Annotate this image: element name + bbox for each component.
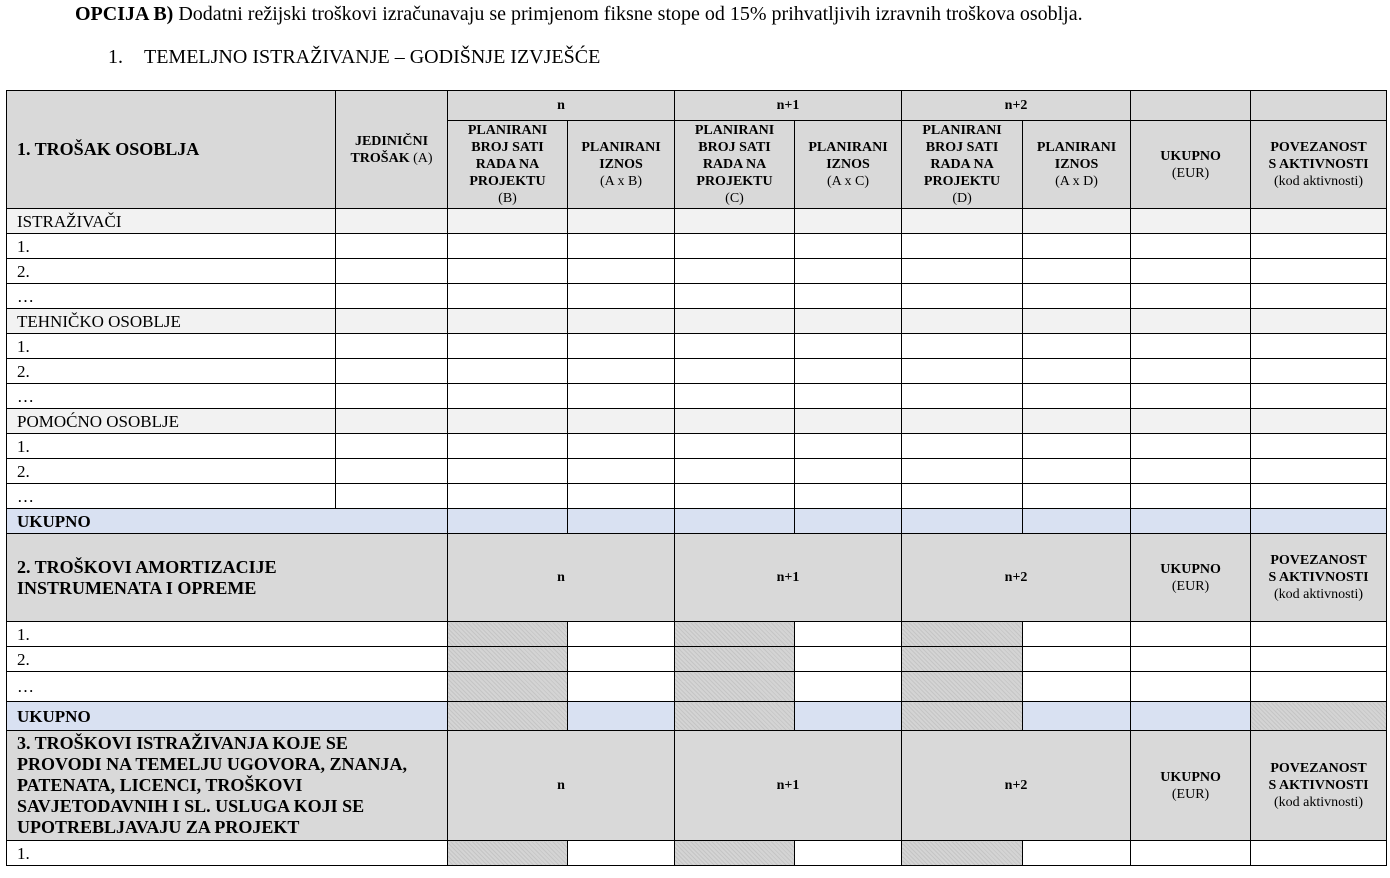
input-cell[interactable]: [1023, 409, 1131, 434]
total-l1: UKUPNO: [1160, 148, 1221, 164]
year-header-n: n: [448, 534, 675, 622]
input-cell[interactable]: [795, 841, 902, 866]
input-cell[interactable]: [448, 284, 568, 309]
input-cell[interactable]: [795, 622, 902, 647]
input-cell[interactable]: [568, 309, 675, 334]
section1-title: 1. TROŠAK OSOBLJA: [7, 91, 336, 209]
input-cell[interactable]: [1251, 434, 1387, 459]
hours-l3: RADA NA: [475, 157, 540, 172]
input-cell[interactable]: [568, 209, 675, 234]
link-l3: (kod aktivnosti): [1274, 795, 1364, 810]
input-cell[interactable]: [795, 284, 902, 309]
input-cell[interactable]: [568, 484, 675, 509]
row-label: 2.: [7, 647, 448, 672]
table-row: [7, 672, 1387, 702]
section1-header-row: [7, 91, 1387, 121]
year-header-n1: n+1: [675, 731, 902, 841]
row-label: …: [7, 284, 336, 309]
input-cell[interactable]: [902, 409, 1023, 434]
amount-code: (A x C): [827, 174, 870, 189]
table-row: [7, 284, 1387, 309]
input-cell[interactable]: [1251, 234, 1387, 259]
input-cell[interactable]: [568, 841, 675, 866]
input-cell[interactable]: [568, 509, 675, 534]
input-cell[interactable]: [1131, 434, 1251, 459]
link-l2: S AKTIVNOSTI: [1268, 778, 1369, 793]
total-l1: UKUPNO: [1160, 769, 1221, 785]
disabled-cell: [675, 841, 795, 866]
input-cell[interactable]: [336, 409, 448, 434]
row-label: 1.: [7, 841, 448, 866]
input-cell[interactable]: [675, 234, 795, 259]
hours-code: (D): [952, 191, 972, 206]
section2-title-l2: INSTRUMENATA I OPREME: [17, 577, 257, 598]
total-eur-header: [1131, 534, 1251, 622]
disabled-cell: [448, 647, 568, 672]
header-empty: [1131, 91, 1251, 121]
amount-code: (A x D): [1055, 174, 1098, 189]
link-l1: POVEZANOST: [1270, 761, 1367, 776]
section2-title: [7, 534, 448, 622]
hours-code: (C): [725, 191, 744, 206]
input-cell[interactable]: [1131, 702, 1251, 731]
input-cell[interactable]: [902, 259, 1023, 284]
input-cell[interactable]: [795, 509, 902, 534]
input-cell[interactable]: [336, 434, 448, 459]
disabled-cell: [448, 702, 568, 731]
section3-title-l2: PROVODI NA TEMELJU UGOVORA, ZNANJA,: [17, 754, 407, 774]
input-cell[interactable]: [1131, 259, 1251, 284]
table-row: [7, 622, 1387, 647]
group-row: [7, 409, 1387, 434]
input-cell[interactable]: [902, 284, 1023, 309]
input-cell[interactable]: [1131, 409, 1251, 434]
disabled-cell: [1251, 702, 1387, 731]
unit-cost-header: [336, 91, 448, 209]
input-cell[interactable]: [1251, 409, 1387, 434]
disabled-cell: [675, 622, 795, 647]
hours-l2: BROJ SATI: [925, 140, 999, 155]
input-cell[interactable]: [1251, 284, 1387, 309]
row-label: 1.: [7, 334, 336, 359]
input-cell[interactable]: [448, 509, 568, 534]
header-empty: [1251, 91, 1387, 121]
input-cell[interactable]: [448, 309, 568, 334]
input-cell[interactable]: [448, 409, 568, 434]
input-cell[interactable]: [795, 702, 902, 731]
intro-text: [75, 3, 1083, 26]
table-row: [7, 359, 1387, 384]
input-cell[interactable]: [336, 209, 448, 234]
activity-link-header: [1251, 731, 1387, 841]
input-cell[interactable]: [1251, 334, 1387, 359]
section3-title: [7, 731, 448, 841]
table-row: [7, 647, 1387, 672]
input-cell[interactable]: [1023, 622, 1131, 647]
input-cell[interactable]: [795, 434, 902, 459]
planned-amount-header: [568, 121, 675, 209]
input-cell[interactable]: [448, 334, 568, 359]
hours-l1: PLANIRANI: [922, 123, 1002, 138]
input-cell[interactable]: [795, 234, 902, 259]
section2-title-l1: 2. TROŠKOVI AMORTIZACIJE: [17, 556, 277, 577]
total-eur-header: [1131, 121, 1251, 209]
input-cell[interactable]: [902, 309, 1023, 334]
input-cell[interactable]: [675, 259, 795, 284]
disabled-cell: [675, 702, 795, 731]
input-cell[interactable]: [902, 334, 1023, 359]
input-cell[interactable]: [1251, 841, 1387, 866]
amount-l1: PLANIRANI: [581, 140, 661, 155]
input-cell[interactable]: [1023, 334, 1131, 359]
table-row: [7, 434, 1387, 459]
disabled-cell: [902, 672, 1023, 702]
input-cell[interactable]: [1131, 484, 1251, 509]
input-cell[interactable]: [902, 434, 1023, 459]
input-cell[interactable]: [1251, 484, 1387, 509]
link-l1: POVEZANOST: [1270, 553, 1367, 568]
amount-l1: PLANIRANI: [1036, 140, 1117, 155]
input-cell[interactable]: [902, 509, 1023, 534]
input-cell[interactable]: [336, 359, 448, 384]
input-cell[interactable]: [336, 459, 448, 484]
input-cell[interactable]: [1023, 259, 1131, 284]
subtitle-number: 1.: [108, 46, 123, 68]
input-cell[interactable]: [568, 284, 675, 309]
link-l2: S AKTIVNOSTI: [1268, 570, 1369, 585]
link-l2: S AKTIVNOSTI: [1268, 157, 1369, 172]
input-cell[interactable]: [795, 309, 902, 334]
input-cell[interactable]: [336, 334, 448, 359]
hours-l4: PROJEKTU: [469, 174, 546, 189]
amount-l2: IZNOS: [826, 157, 870, 172]
section1-total-row: [7, 509, 1387, 534]
group-row: [7, 309, 1387, 334]
disabled-cell: [448, 622, 568, 647]
input-cell[interactable]: [568, 259, 675, 284]
input-cell[interactable]: [902, 484, 1023, 509]
section3-title-l4: SAVJETODAVNIH I SL. USLUGA KOJI SE: [17, 796, 365, 816]
input-cell[interactable]: [795, 384, 902, 409]
table-row: [7, 259, 1387, 284]
hours-l1: PLANIRANI: [467, 123, 548, 138]
hours-l2: BROJ SATI: [471, 140, 544, 155]
activity-link-header: [1251, 121, 1387, 209]
input-cell[interactable]: [1251, 509, 1387, 534]
input-cell[interactable]: [448, 234, 568, 259]
input-cell[interactable]: [568, 384, 675, 409]
disabled-cell: [675, 647, 795, 672]
row-label: 2.: [7, 459, 336, 484]
input-cell[interactable]: [1131, 284, 1251, 309]
input-cell[interactable]: [1023, 459, 1131, 484]
input-cell[interactable]: [1251, 309, 1387, 334]
budget-table: [6, 90, 1387, 866]
input-cell[interactable]: [568, 334, 675, 359]
input-cell[interactable]: [1131, 459, 1251, 484]
input-cell[interactable]: [1023, 434, 1131, 459]
group-row: [7, 209, 1387, 234]
input-cell[interactable]: [1023, 359, 1131, 384]
row-label: 2.: [7, 359, 336, 384]
total-label: UKUPNO: [7, 509, 448, 534]
section3-title-l5: UPOTREBLJAVAJU ZA PROJEKT: [17, 817, 300, 837]
input-cell[interactable]: [568, 622, 675, 647]
input-cell[interactable]: [1131, 384, 1251, 409]
year-header-n2: n+2: [902, 731, 1131, 841]
input-cell[interactable]: [1023, 702, 1131, 731]
input-cell[interactable]: [568, 434, 675, 459]
input-cell[interactable]: [1251, 672, 1387, 702]
disabled-cell: [448, 841, 568, 866]
input-cell[interactable]: [1131, 672, 1251, 702]
input-cell[interactable]: [1023, 384, 1131, 409]
year-header-n1: n+1: [675, 91, 902, 121]
input-cell[interactable]: [336, 284, 448, 309]
input-cell[interactable]: [902, 459, 1023, 484]
input-cell[interactable]: [1131, 841, 1251, 866]
disabled-cell: [902, 647, 1023, 672]
input-cell[interactable]: [675, 384, 795, 409]
input-cell[interactable]: [902, 234, 1023, 259]
amount-code: (A x B): [600, 174, 642, 189]
table-row: [7, 384, 1387, 409]
input-cell[interactable]: [1023, 234, 1131, 259]
hours-l1: PLANIRANI: [694, 123, 775, 138]
table-row: [7, 484, 1387, 509]
input-cell[interactable]: [336, 484, 448, 509]
year-header-n: n: [448, 91, 675, 121]
link-l1: POVEZANOST: [1270, 140, 1367, 155]
year-header-n1: n+1: [675, 534, 902, 622]
input-cell[interactable]: [1251, 209, 1387, 234]
input-cell[interactable]: [1023, 509, 1131, 534]
hours-code: (B): [498, 191, 517, 206]
planned-hours-header: [902, 121, 1023, 209]
input-cell[interactable]: [675, 459, 795, 484]
row-label: 1.: [7, 434, 336, 459]
section3-header-row: [7, 731, 1387, 841]
input-cell[interactable]: [1023, 309, 1131, 334]
input-cell[interactable]: [795, 409, 902, 434]
row-label: …: [7, 672, 448, 702]
input-cell[interactable]: [1251, 259, 1387, 284]
row-label: 1.: [7, 622, 448, 647]
input-cell[interactable]: [1023, 209, 1131, 234]
year-header-n: n: [448, 731, 675, 841]
input-cell[interactable]: [795, 459, 902, 484]
input-cell[interactable]: [1023, 672, 1131, 702]
input-cell[interactable]: [675, 334, 795, 359]
group-label: POMOĆNO OSOBLJE: [7, 409, 336, 434]
input-cell[interactable]: [675, 359, 795, 384]
unit-cost-code: (A): [413, 150, 433, 166]
input-cell[interactable]: [1131, 234, 1251, 259]
input-cell[interactable]: [448, 384, 568, 409]
section2-header-row: [7, 534, 1387, 622]
disabled-cell: [448, 672, 568, 702]
disabled-cell: [675, 672, 795, 702]
section-subtitle: [108, 46, 600, 69]
input-cell[interactable]: [795, 672, 902, 702]
input-cell[interactable]: [568, 359, 675, 384]
planned-amount-header: [795, 121, 902, 209]
input-cell[interactable]: [336, 384, 448, 409]
total-l2: (EUR): [1171, 786, 1210, 802]
input-cell[interactable]: [795, 334, 902, 359]
input-cell[interactable]: [1251, 459, 1387, 484]
input-cell[interactable]: [675, 484, 795, 509]
input-cell[interactable]: [448, 209, 568, 234]
hours-l4: PROJEKTU: [923, 174, 1001, 189]
input-cell[interactable]: [795, 484, 902, 509]
row-label: 1.: [7, 234, 336, 259]
input-cell[interactable]: [448, 359, 568, 384]
unit-cost-l2: TROŠAK: [350, 150, 410, 166]
group-label: TEHNIČKO OSOBLJE: [7, 309, 336, 334]
planned-hours-header: [448, 121, 568, 209]
planned-hours-header: [675, 121, 795, 209]
input-cell[interactable]: [1251, 359, 1387, 384]
input-cell[interactable]: [1023, 484, 1131, 509]
input-cell[interactable]: [675, 434, 795, 459]
hours-l4: PROJEKTU: [696, 174, 773, 189]
table-row: [7, 841, 1387, 866]
input-cell[interactable]: [675, 284, 795, 309]
input-cell[interactable]: [448, 459, 568, 484]
input-cell[interactable]: [795, 647, 902, 672]
input-cell[interactable]: [448, 434, 568, 459]
input-cell[interactable]: [1131, 209, 1251, 234]
input-cell[interactable]: [795, 209, 902, 234]
input-cell[interactable]: [336, 309, 448, 334]
section3-title-l3: PATENATA, LICENCI, TROŠKOVI: [17, 775, 303, 795]
input-cell[interactable]: [568, 234, 675, 259]
input-cell[interactable]: [568, 672, 675, 702]
planned-amount-header: [1023, 121, 1131, 209]
input-cell[interactable]: [448, 484, 568, 509]
activity-link-header: [1251, 534, 1387, 622]
section3-title-l1: 3. TROŠKOVI ISTRAŽIVANJA KOJE SE: [17, 733, 348, 753]
table-row: [7, 334, 1387, 359]
intro-sentence: Dodatni režijski troškovi izračunavaju se primjenom fiksne stope od 15% prihvatljivih izravnih troškova osoblja.: [173, 3, 1083, 25]
link-l3: (kod aktivnosti): [1274, 174, 1364, 189]
input-cell[interactable]: [1023, 841, 1131, 866]
input-cell[interactable]: [1131, 334, 1251, 359]
table-row: [7, 459, 1387, 484]
input-cell[interactable]: [902, 384, 1023, 409]
input-cell[interactable]: [1131, 309, 1251, 334]
input-cell[interactable]: [1131, 509, 1251, 534]
input-cell[interactable]: [568, 459, 675, 484]
hours-l3: RADA NA: [702, 157, 767, 172]
unit-cost-l1: JEDINIČNI: [354, 133, 429, 149]
input-cell[interactable]: [675, 309, 795, 334]
input-cell[interactable]: [568, 409, 675, 434]
input-cell[interactable]: [795, 359, 902, 384]
input-cell[interactable]: [675, 509, 795, 534]
input-cell[interactable]: [675, 409, 795, 434]
year-header-n2: n+2: [902, 91, 1131, 121]
input-cell[interactable]: [1131, 647, 1251, 672]
total-l2: (EUR): [1171, 165, 1210, 181]
total-l1: UKUPNO: [1160, 561, 1221, 577]
disabled-cell: [902, 702, 1023, 731]
hours-l2: BROJ SATI: [698, 140, 771, 155]
input-cell[interactable]: [675, 209, 795, 234]
input-cell[interactable]: [336, 234, 448, 259]
total-eur-header: [1131, 731, 1251, 841]
input-cell[interactable]: [1251, 647, 1387, 672]
hours-l3: RADA NA: [930, 157, 994, 172]
input-cell[interactable]: [1251, 384, 1387, 409]
disabled-cell: [902, 841, 1023, 866]
group-label: ISTRAŽIVAČI: [7, 209, 336, 234]
input-cell[interactable]: [1131, 359, 1251, 384]
input-cell[interactable]: [795, 259, 902, 284]
amount-l2: IZNOS: [1054, 157, 1099, 172]
row-label: 2.: [7, 259, 336, 284]
year-header-n2: n+2: [902, 534, 1131, 622]
input-cell[interactable]: [902, 359, 1023, 384]
section2-total-row: [7, 702, 1387, 731]
total-label: UKUPNO: [7, 702, 448, 731]
input-cell[interactable]: [1131, 622, 1251, 647]
disabled-cell: [902, 622, 1023, 647]
input-cell[interactable]: [902, 209, 1023, 234]
link-l3: (kod aktivnosti): [1274, 587, 1364, 602]
input-cell[interactable]: [1023, 284, 1131, 309]
input-cell[interactable]: [568, 702, 675, 731]
row-label: …: [7, 484, 336, 509]
table-row: [7, 234, 1387, 259]
input-cell[interactable]: [448, 259, 568, 284]
subtitle-text: TEMELJNO ISTRAŽIVANJE – GODIŠNJE IZVJEŠĆE: [144, 46, 601, 68]
input-cell[interactable]: [1023, 647, 1131, 672]
row-label: …: [7, 384, 336, 409]
input-cell[interactable]: [336, 259, 448, 284]
total-l2: (EUR): [1171, 578, 1210, 594]
intro-option: OPCIJA B): [75, 3, 174, 25]
input-cell[interactable]: [1251, 622, 1387, 647]
input-cell[interactable]: [568, 647, 675, 672]
amount-l1: PLANIRANI: [808, 140, 888, 155]
amount-l2: IZNOS: [599, 157, 643, 172]
